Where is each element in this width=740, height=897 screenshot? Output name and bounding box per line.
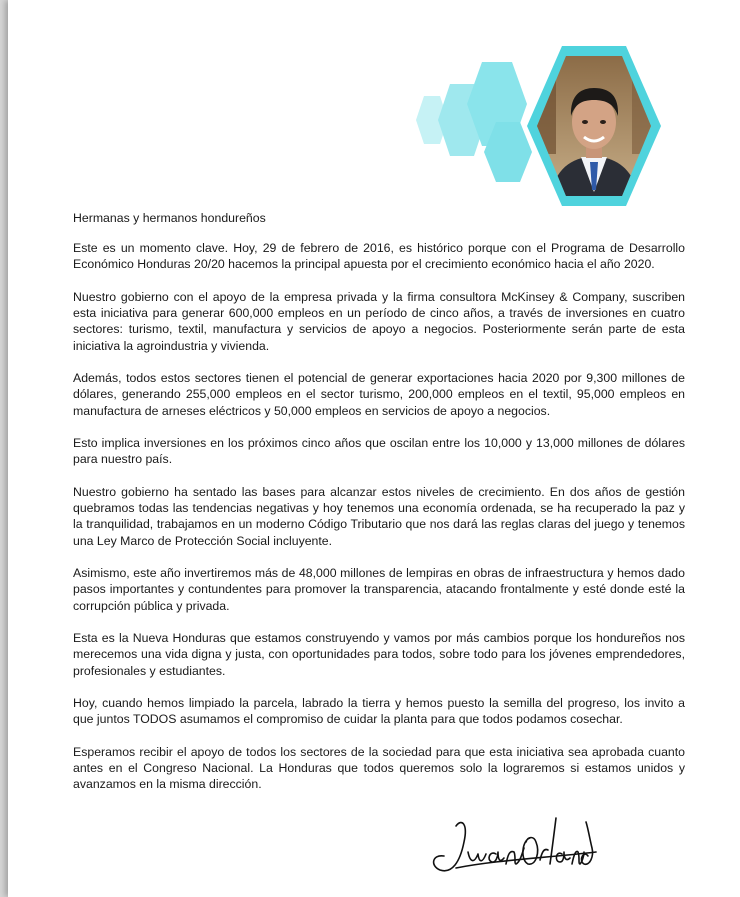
paragraph: Esperamos recibir el apoyo de todos los sectores de la sociedad para que esta iniciativa sea aprobada cuanto antes en el Congreso Nacional. La Honduras que todos queremos solo la lograremos si estamos unidos y avanzamos en la misma dirección. xyxy=(73,745,685,792)
salutation: Hermanas y hermanos hondureños xyxy=(73,211,266,225)
hexagon-portrait-header xyxy=(400,44,675,214)
handwritten-signature xyxy=(426,808,598,886)
paragraph: Este es un momento clave. Hoy, 29 de febrero de 2016, es histórico porque con el Programa de Desarrollo Económico Honduras 20/20 hacemos la principal apuesta por el crecimiento económico hacia el año 2020. xyxy=(73,241,685,272)
paragraph: Hoy, cuando hemos limpiado la parcela, labrado la tierra y hemos puesto la semilla del progreso, los invito a que juntos TODOS asumamos el compromiso de cuidar la planta para que todos podamos cosechar. xyxy=(73,696,685,727)
paragraph: Nuestro gobierno ha sentado las bases para alcanzar estos niveles de crecimiento. En dos años de gestión quebramos todas las tendencias negativas y hoy tenemos una economía ordenada, se ha recuperado la paz y la tranquilidad, trabajamos en un moderno Código Tributario que nos dará las reglas claras del juego y tenemos una Ley Marco de Protección Social incluyente. xyxy=(73,485,685,548)
letter-page xyxy=(8,0,740,897)
paragraph: Asimismo, este año invertiremos más de 48,000 millones de lempiras en obras de infraestructura y hemos dado pasos importantes y contundentes para promover la transparencia, atacando frontalmente y esté donde esté la corrupción pública y privada. xyxy=(73,566,685,613)
paragraph: Esta es la Nueva Honduras que estamos construyendo y vamos por más cambios porque los hondureños nos merecemos una vida digna y justa, con oportunidades para todos, sobre todo para los jóvenes emprendedores, profesionales y estudiantes. xyxy=(73,631,685,678)
letter-body xyxy=(73,210,685,809)
paragraph: Además, todos estos sectores tienen el potencial de generar exportaciones hacia 2020 por 9,300 millones de dólares, generando 255,000 empleos en el sector turismo, 200,000 empleos en el textil, 95,000 empleos en manufactura de arneses eléctricos y 50,000 empleos en servicios de apoyo a negocios. xyxy=(73,371,685,418)
paragraph: Esto implica inversiones en los próximos cinco años que oscilan entre los 10,000 y 13,000 millones de dólares para nuestro país. xyxy=(73,436,685,467)
paragraph: Nuestro gobierno con el apoyo de la empresa privada y la firma consultora McKinsey & Company, suscriben esta iniciativa para generar 600,000 empleos en un período de cinco años, a través de inversiones en cuatro sectores: turismo, textil, manufactura y servicios de apoyo a negocios. Posteriormente serán parte de esta iniciativa la agroindustria y vivienda. xyxy=(73,290,685,353)
